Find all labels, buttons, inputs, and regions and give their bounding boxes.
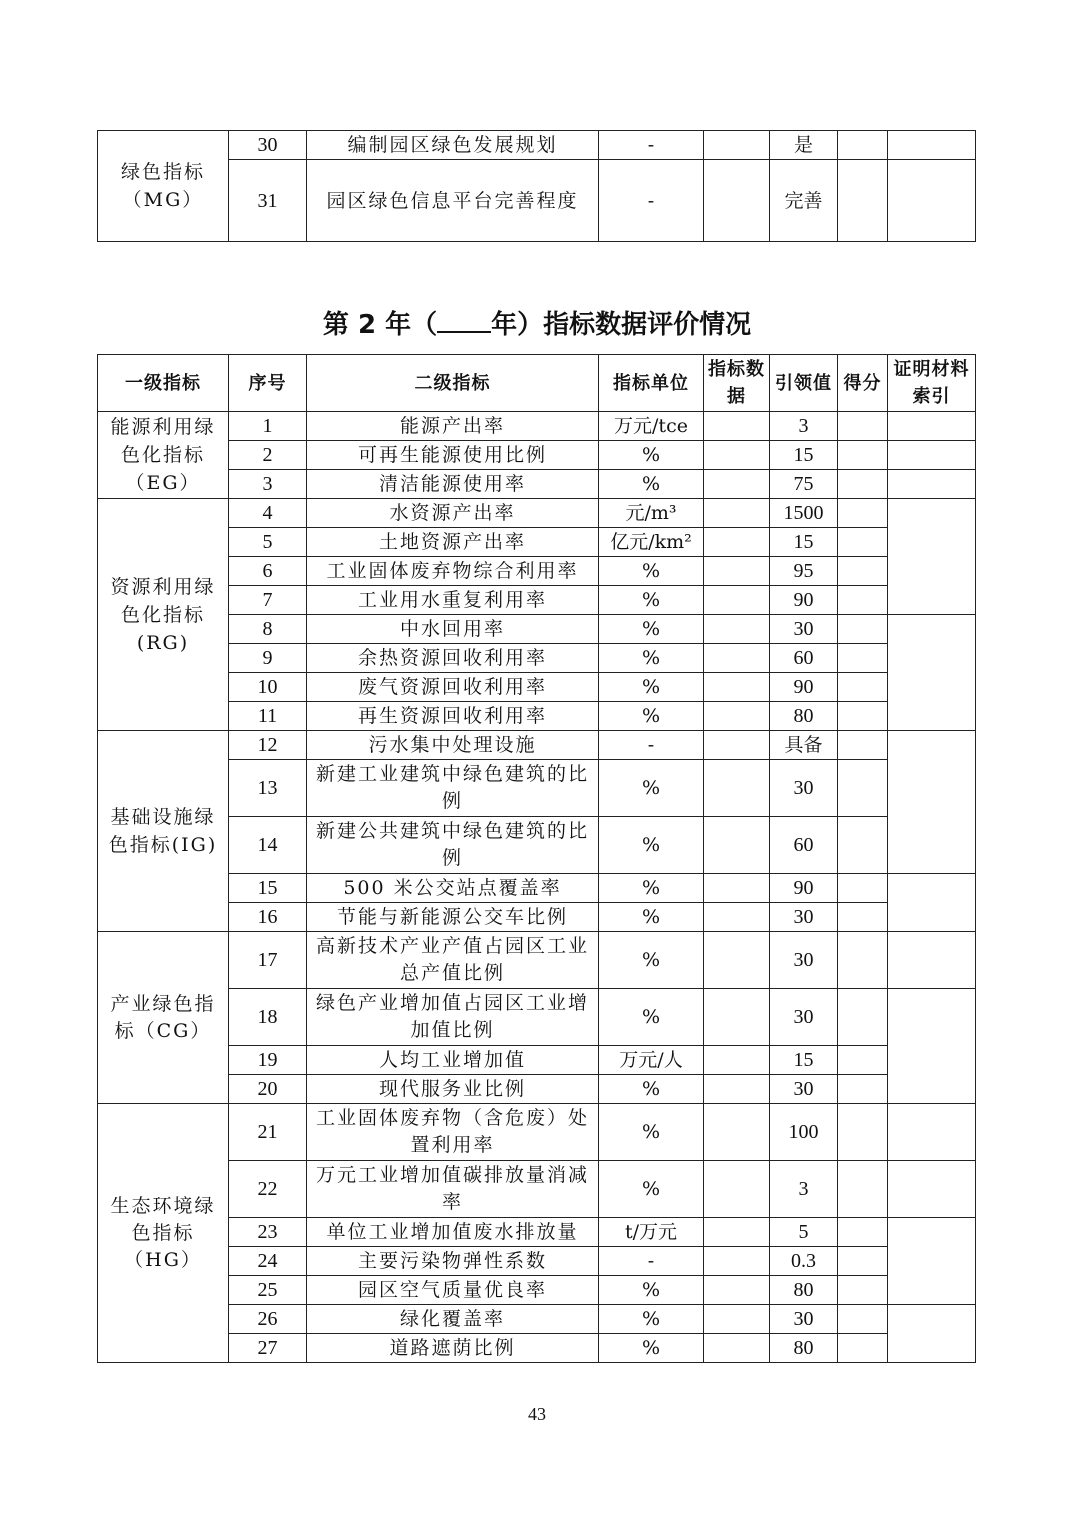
indicator-data-cell[interactable] bbox=[704, 760, 770, 817]
indicator-name: 500 米公交站点覆盖率 bbox=[307, 874, 599, 903]
header-no: 序号 bbox=[229, 355, 307, 412]
target-value: 3 bbox=[770, 1161, 838, 1218]
table-row bbox=[98, 1104, 976, 1161]
table-row bbox=[98, 160, 976, 242]
indicator-name: 编制园区绿色发展规划 bbox=[307, 131, 599, 160]
header-level1: 一级指标 bbox=[98, 355, 229, 412]
row-number: 21 bbox=[229, 1104, 307, 1161]
table-row bbox=[98, 989, 976, 1046]
indicator-name: 污水集中处理设施 bbox=[307, 731, 599, 760]
indicator-name: 水资源产出率 bbox=[307, 499, 599, 528]
row-number: 2 bbox=[229, 441, 307, 470]
indicator-unit: % bbox=[599, 644, 704, 673]
score-cell[interactable] bbox=[838, 817, 888, 874]
indicator-data-cell[interactable] bbox=[704, 1075, 770, 1104]
table-row bbox=[98, 528, 976, 557]
indicator-unit: 万元/tce bbox=[599, 412, 704, 441]
target-value: 80 bbox=[770, 1334, 838, 1363]
table-row bbox=[98, 499, 976, 528]
indicator-unit: - bbox=[599, 131, 704, 160]
indicator-name: 现代服务业比例 bbox=[307, 1075, 599, 1104]
indicator-name: 再生资源回收利用率 bbox=[307, 702, 599, 731]
indicator-data-cell[interactable] bbox=[704, 702, 770, 731]
category-cell-mg: 绿色指标（MG） bbox=[98, 131, 229, 242]
score-cell[interactable] bbox=[838, 644, 888, 673]
indicator-data-cell[interactable] bbox=[704, 557, 770, 586]
indicator-name: 工业固体废弃物综合利用率 bbox=[307, 557, 599, 586]
table-row bbox=[98, 1218, 976, 1247]
score-cell[interactable] bbox=[838, 160, 888, 242]
indicator-name: 绿化覆盖率 bbox=[307, 1305, 599, 1334]
row-number: 24 bbox=[229, 1247, 307, 1276]
table-row bbox=[98, 1305, 976, 1334]
row-number: 14 bbox=[229, 817, 307, 874]
row-number: 30 bbox=[229, 131, 307, 160]
target-value: 5 bbox=[770, 1218, 838, 1247]
evidence-cell[interactable] bbox=[888, 1218, 976, 1305]
indicator-name: 道路遮荫比例 bbox=[307, 1334, 599, 1363]
row-number: 20 bbox=[229, 1075, 307, 1104]
table-row bbox=[98, 586, 976, 615]
header-level2: 二级指标 bbox=[307, 355, 599, 412]
table-row bbox=[98, 673, 976, 702]
indicator-unit: % bbox=[599, 932, 704, 989]
section-title-prefix: 第 2 年（ bbox=[322, 310, 438, 340]
target-value: 15 bbox=[770, 441, 838, 470]
indicator-unit: % bbox=[599, 586, 704, 615]
score-cell[interactable] bbox=[838, 557, 888, 586]
target-value: 30 bbox=[770, 760, 838, 817]
indicator-data-cell[interactable] bbox=[704, 1104, 770, 1161]
indicator-name: 余热资源回收利用率 bbox=[307, 644, 599, 673]
header-data: 指标数据 bbox=[704, 355, 770, 412]
score-cell[interactable] bbox=[838, 903, 888, 932]
target-value: 15 bbox=[770, 528, 838, 557]
table-row bbox=[98, 1334, 976, 1363]
header-unit: 指标单位 bbox=[599, 355, 704, 412]
score-cell[interactable] bbox=[838, 1334, 888, 1363]
evidence-cell[interactable] bbox=[888, 615, 976, 731]
target-value: 90 bbox=[770, 586, 838, 615]
indicator-name: 能源产出率 bbox=[307, 412, 599, 441]
category-cell-hg: 生态环境绿色指标（HG） bbox=[98, 1104, 229, 1363]
indicator-unit: % bbox=[599, 1305, 704, 1334]
table-row bbox=[98, 1046, 976, 1075]
evidence-cell[interactable] bbox=[888, 1104, 976, 1161]
indicator-unit: % bbox=[599, 1276, 704, 1305]
indicator-unit: % bbox=[599, 1161, 704, 1218]
indicator-unit: % bbox=[599, 1104, 704, 1161]
row-number: 18 bbox=[229, 989, 307, 1046]
row-number: 31 bbox=[229, 160, 307, 242]
table-row bbox=[98, 1247, 976, 1276]
target-value: 1500 bbox=[770, 499, 838, 528]
indicator-data-cell[interactable] bbox=[704, 1334, 770, 1363]
indicator-data-cell[interactable] bbox=[704, 932, 770, 989]
table-row bbox=[98, 1276, 976, 1305]
evidence-cell[interactable] bbox=[888, 932, 976, 989]
target-value: 30 bbox=[770, 615, 838, 644]
row-number: 15 bbox=[229, 874, 307, 903]
indicator-name: 清洁能源使用率 bbox=[307, 470, 599, 499]
score-cell[interactable] bbox=[838, 1161, 888, 1218]
indicator-data-cell[interactable] bbox=[704, 160, 770, 242]
row-number: 11 bbox=[229, 702, 307, 731]
row-number: 3 bbox=[229, 470, 307, 499]
header-target: 引领值 bbox=[770, 355, 838, 412]
table-row bbox=[98, 702, 976, 731]
row-number: 5 bbox=[229, 528, 307, 557]
indicator-name: 工业用水重复利用率 bbox=[307, 586, 599, 615]
score-cell[interactable] bbox=[838, 932, 888, 989]
target-value: 30 bbox=[770, 989, 838, 1046]
category-cell-cg: 产业绿色指标（CG） bbox=[98, 932, 229, 1104]
indicator-evaluation-table bbox=[97, 354, 976, 1363]
indicator-name: 主要污染物弹性系数 bbox=[307, 1247, 599, 1276]
indicator-unit: 万元/人 bbox=[599, 1046, 704, 1075]
target-value: 3 bbox=[770, 412, 838, 441]
indicator-name: 中水回用率 bbox=[307, 615, 599, 644]
indicator-data-cell[interactable] bbox=[704, 673, 770, 702]
score-cell[interactable] bbox=[838, 760, 888, 817]
score-cell[interactable] bbox=[838, 1046, 888, 1075]
score-cell[interactable] bbox=[838, 1104, 888, 1161]
score-cell[interactable] bbox=[838, 470, 888, 499]
row-number: 19 bbox=[229, 1046, 307, 1075]
row-number: 23 bbox=[229, 1218, 307, 1247]
row-number: 27 bbox=[229, 1334, 307, 1363]
indicator-name: 万元工业增加值碳排放量消减率 bbox=[307, 1161, 599, 1218]
year-blank[interactable] bbox=[437, 327, 491, 333]
target-value: 30 bbox=[770, 903, 838, 932]
table-row bbox=[98, 1161, 976, 1218]
score-cell[interactable] bbox=[838, 1218, 888, 1247]
indicator-unit: % bbox=[599, 441, 704, 470]
indicator-name: 新建公共建筑中绿色建筑的比例 bbox=[307, 817, 599, 874]
indicator-unit: - bbox=[599, 1247, 704, 1276]
score-cell[interactable] bbox=[838, 499, 888, 528]
score-cell[interactable] bbox=[838, 615, 888, 644]
evidence-cell[interactable] bbox=[888, 131, 976, 160]
table-row bbox=[98, 1075, 976, 1104]
score-cell[interactable] bbox=[838, 673, 888, 702]
indicator-data-cell[interactable] bbox=[704, 874, 770, 903]
indicator-data-cell[interactable] bbox=[704, 731, 770, 760]
indicator-unit: 亿元/km² bbox=[599, 528, 704, 557]
indicator-unit: % bbox=[599, 817, 704, 874]
table-row bbox=[98, 441, 976, 470]
section-title bbox=[0, 304, 1074, 341]
table-row bbox=[98, 760, 976, 817]
table-row bbox=[98, 817, 976, 874]
target-value: 30 bbox=[770, 1305, 838, 1334]
indicator-data-cell[interactable] bbox=[704, 644, 770, 673]
table-row bbox=[98, 615, 976, 644]
row-number: 10 bbox=[229, 673, 307, 702]
score-cell[interactable] bbox=[838, 874, 888, 903]
score-cell[interactable] bbox=[838, 1276, 888, 1305]
row-number: 12 bbox=[229, 731, 307, 760]
indicator-unit: % bbox=[599, 673, 704, 702]
target-value: 75 bbox=[770, 470, 838, 499]
target-value: 60 bbox=[770, 644, 838, 673]
evidence-cell[interactable] bbox=[888, 160, 976, 242]
indicator-unit: % bbox=[599, 874, 704, 903]
indicator-name: 人均工业增加值 bbox=[307, 1046, 599, 1075]
indicator-data-cell[interactable] bbox=[704, 441, 770, 470]
indicator-name: 单位工业增加值废水排放量 bbox=[307, 1218, 599, 1247]
table-row bbox=[98, 903, 976, 932]
target-value: 是 bbox=[770, 131, 838, 160]
score-cell[interactable] bbox=[838, 731, 888, 760]
evidence-cell[interactable] bbox=[888, 499, 976, 615]
table-row bbox=[98, 470, 976, 499]
indicator-unit: % bbox=[599, 1075, 704, 1104]
indicator-unit: % bbox=[599, 702, 704, 731]
indicator-unit: % bbox=[599, 615, 704, 644]
indicator-name: 土地资源产出率 bbox=[307, 528, 599, 557]
indicator-unit: - bbox=[599, 731, 704, 760]
indicator-data-cell[interactable] bbox=[704, 1247, 770, 1276]
table-row bbox=[98, 412, 976, 441]
indicator-data-cell[interactable] bbox=[704, 615, 770, 644]
evidence-cell[interactable] bbox=[888, 412, 976, 441]
category-cell-eg: 能源利用绿色化指标（EG） bbox=[98, 412, 229, 499]
target-value: 80 bbox=[770, 1276, 838, 1305]
row-number: 1 bbox=[229, 412, 307, 441]
section-title-suffix: 年）指标数据评价情况 bbox=[491, 310, 752, 340]
target-value: 90 bbox=[770, 673, 838, 702]
target-value: 95 bbox=[770, 557, 838, 586]
table-row bbox=[98, 644, 976, 673]
indicator-data-cell[interactable] bbox=[704, 1218, 770, 1247]
indicator-name: 园区空气质量优良率 bbox=[307, 1276, 599, 1305]
score-cell[interactable] bbox=[838, 702, 888, 731]
target-value: 100 bbox=[770, 1104, 838, 1161]
row-number: 6 bbox=[229, 557, 307, 586]
score-cell[interactable] bbox=[838, 1305, 888, 1334]
indicator-data-cell[interactable] bbox=[704, 470, 770, 499]
indicator-unit: t/万元 bbox=[599, 1218, 704, 1247]
target-value: 80 bbox=[770, 702, 838, 731]
category-cell-rg: 资源利用绿色化指标(RG) bbox=[98, 499, 229, 731]
indicator-name: 废气资源回收利用率 bbox=[307, 673, 599, 702]
indicator-name: 可再生能源使用比例 bbox=[307, 441, 599, 470]
score-cell[interactable] bbox=[838, 1075, 888, 1104]
indicator-data-cell[interactable] bbox=[704, 131, 770, 160]
evidence-cell[interactable] bbox=[888, 1305, 976, 1363]
indicator-unit: % bbox=[599, 557, 704, 586]
target-value: 具备 bbox=[770, 731, 838, 760]
indicator-unit: - bbox=[599, 160, 704, 242]
indicator-data-cell[interactable] bbox=[704, 499, 770, 528]
row-number: 22 bbox=[229, 1161, 307, 1218]
target-value: 30 bbox=[770, 932, 838, 989]
score-cell[interactable] bbox=[838, 441, 888, 470]
evidence-cell[interactable] bbox=[888, 731, 976, 874]
evidence-cell[interactable] bbox=[888, 989, 976, 1104]
indicator-unit: % bbox=[599, 470, 704, 499]
table-row bbox=[98, 731, 976, 760]
header-score: 得分 bbox=[838, 355, 888, 412]
indicator-data-cell[interactable] bbox=[704, 528, 770, 557]
score-cell[interactable] bbox=[838, 989, 888, 1046]
indicator-unit: % bbox=[599, 1334, 704, 1363]
evidence-cell[interactable] bbox=[888, 441, 976, 470]
target-value: 90 bbox=[770, 874, 838, 903]
row-number: 16 bbox=[229, 903, 307, 932]
score-cell[interactable] bbox=[838, 586, 888, 615]
indicator-unit: 元/m³ bbox=[599, 499, 704, 528]
row-number: 17 bbox=[229, 932, 307, 989]
row-number: 9 bbox=[229, 644, 307, 673]
evidence-cell[interactable] bbox=[888, 470, 976, 499]
indicator-data-cell[interactable] bbox=[704, 1046, 770, 1075]
indicator-data-cell[interactable] bbox=[704, 412, 770, 441]
indicator-name: 园区绿色信息平台完善程度 bbox=[307, 160, 599, 242]
indicator-name: 工业固体废弃物（含危废）处置利用率 bbox=[307, 1104, 599, 1161]
row-number: 13 bbox=[229, 760, 307, 817]
score-cell[interactable] bbox=[838, 1247, 888, 1276]
target-value: 30 bbox=[770, 1075, 838, 1104]
target-value: 15 bbox=[770, 1046, 838, 1075]
score-cell[interactable] bbox=[838, 528, 888, 557]
indicator-data-cell[interactable] bbox=[704, 1276, 770, 1305]
table-row bbox=[98, 557, 976, 586]
indicator-unit: % bbox=[599, 903, 704, 932]
page-number: 43 bbox=[528, 1404, 546, 1424]
score-cell[interactable] bbox=[838, 131, 888, 160]
indicator-name: 绿色产业增加值占园区工业增加值比例 bbox=[307, 989, 599, 1046]
evidence-cell[interactable] bbox=[888, 1161, 976, 1218]
row-number: 25 bbox=[229, 1276, 307, 1305]
score-cell[interactable] bbox=[838, 412, 888, 441]
evidence-cell[interactable] bbox=[888, 874, 976, 932]
indicator-unit: % bbox=[599, 989, 704, 1046]
table-row bbox=[98, 932, 976, 989]
row-number: 8 bbox=[229, 615, 307, 644]
table-row bbox=[98, 874, 976, 903]
indicator-data-cell[interactable] bbox=[704, 586, 770, 615]
indicator-data-cell[interactable] bbox=[704, 1305, 770, 1334]
indicator-data-cell[interactable] bbox=[704, 903, 770, 932]
indicator-name: 高新技术产业产值占园区工业总产值比例 bbox=[307, 932, 599, 989]
row-number: 4 bbox=[229, 499, 307, 528]
row-number: 7 bbox=[229, 586, 307, 615]
header-row bbox=[98, 355, 976, 412]
indicator-data-cell[interactable] bbox=[704, 989, 770, 1046]
row-number: 26 bbox=[229, 1305, 307, 1334]
target-value: 0.3 bbox=[770, 1247, 838, 1276]
indicator-name: 新建工业建筑中绿色建筑的比例 bbox=[307, 760, 599, 817]
indicator-data-cell[interactable] bbox=[704, 1161, 770, 1218]
target-value: 60 bbox=[770, 817, 838, 874]
table-row bbox=[98, 131, 976, 160]
mg-indicator-table bbox=[97, 130, 976, 242]
target-value: 完善 bbox=[770, 160, 838, 242]
indicator-data-cell[interactable] bbox=[704, 817, 770, 874]
category-cell-ig: 基础设施绿色指标(IG) bbox=[98, 731, 229, 932]
indicator-unit: % bbox=[599, 760, 704, 817]
header-evidence: 证明材料索引 bbox=[888, 355, 976, 412]
indicator-name: 节能与新能源公交车比例 bbox=[307, 903, 599, 932]
